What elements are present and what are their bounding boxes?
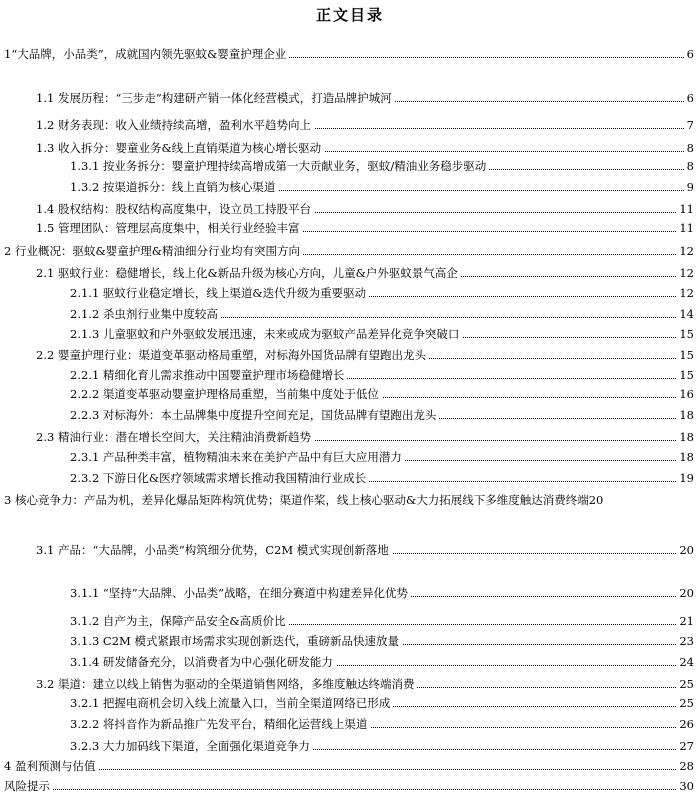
toc-entry-label: 2.2 婴童护理行业：渠道变革驱动格局重塑，对标海外国货品牌有望跑出龙头	[36, 346, 429, 364]
toc-page-number: 27	[676, 737, 694, 755]
toc-entry[interactable]	[0, 200, 700, 218]
toc-entry-label: 2.3.2 下游日化&医疗领域需求增长推动我国精油行业成长	[70, 469, 369, 487]
toc-entry-label: 1.3 收入拆分：婴童业务&线上直销渠道为核心增长驱动	[36, 139, 324, 157]
toc-entry[interactable]	[0, 694, 700, 712]
toc-page-number: 11	[676, 219, 694, 237]
toc-entry-label: 3.1.2 自产为主，保障产品安全&高质价比	[70, 612, 289, 630]
toc-page-number: 6	[684, 89, 694, 107]
toc-entry-label: 2.2.2 渠道变革驱动婴童护理格局重塑，当前集中度处于低位	[70, 385, 382, 403]
toc-page-number: 30	[676, 777, 694, 795]
toc-entry-label: 风险提示	[4, 777, 53, 795]
toc-entry[interactable]	[0, 346, 700, 364]
toc-entry-label: 1.3.2 按渠道拆分：线上直销为核心渠道	[70, 178, 278, 196]
toc-entry[interactable]	[0, 157, 700, 175]
toc-entry-label: 3.2 渠道：建立以线上销售为驱动的全渠道销售网络，多维度触达终端消费	[36, 675, 417, 693]
toc-entry-label: 1.5 管理团队：管理层高度集中，相关行业经验丰富	[36, 219, 302, 237]
toc-entry-label: 1.1 发展历程：“三步走”构建研产销一体化经营模式，打造品牌护城河	[36, 89, 395, 107]
toc-entry-label: 1.4 股权结构：股权结构高度集中，设立员工持股平台	[36, 200, 314, 218]
toc-entry[interactable]	[0, 264, 700, 282]
toc-entry[interactable]	[0, 757, 700, 775]
toc-page-number: 8	[684, 139, 694, 157]
toc-entry[interactable]	[0, 584, 700, 602]
dot-leader	[4, 789, 694, 790]
toc-page-number: 18	[676, 406, 694, 424]
toc-entry[interactable]	[0, 305, 700, 323]
toc-entry[interactable]	[0, 491, 700, 527]
toc-entry[interactable]	[0, 89, 700, 107]
toc-entry-label: 4 盈利预测与估值	[4, 757, 98, 775]
toc-entry-label: 2.3.1 产品种类丰富，植物精油未来在美护产品中有巨大应用潜力	[70, 448, 405, 466]
toc-entry[interactable]	[0, 448, 700, 466]
toc-entry-label: 3.1.3 C2M 模式紧跟市场需求实现创新迭代，重磅新品快速放量	[70, 632, 402, 650]
toc-entry[interactable]	[0, 632, 700, 650]
toc-entry-label: 2.3 精油行业：潜在增长空间大，关注精油消费新趋势	[36, 428, 314, 446]
toc-entry-label: 2 行业概况：驱蚊&婴童护理&精油细分行业均有突围方向	[4, 242, 303, 260]
toc-entry[interactable]	[0, 777, 700, 795]
toc-entry-label: 3.1 产品：“大品牌，小品类”构筑细分优势，C2M 模式实现创新落地	[36, 541, 392, 559]
toc-entry-label: 3 核心竞争力：产品为机，差异化爆品矩阵构筑优势；渠道作桨，线上核心驱动&大力拓展线下多维度触达消费终端20	[4, 493, 604, 507]
toc-entry-label: 2.2.3 对标海外：本土品牌集中度提升空间充足，国货品牌有望跑出龙头	[70, 406, 439, 424]
toc-entry-label: 3.1.4 研发储备充分，以消费者为中心强化研发能力	[70, 653, 336, 671]
toc-entry[interactable]	[0, 406, 700, 424]
toc-entry-label: 2.2.1 精细化育儿需求推动中国婴童护理市场稳健增长	[70, 366, 347, 384]
toc-page-number: 20	[676, 541, 694, 559]
toc-entry-label: 2.1.2 杀虫剂行业集中度较高	[70, 305, 221, 323]
toc-entry[interactable]	[0, 284, 700, 302]
toc-entry-label: 2.1 驱蚊行业：稳健增长，线上化&新品升级为核心方向，儿童&户外驱蚊景气高企	[36, 264, 461, 282]
toc-page-number: 18	[676, 448, 694, 466]
toc-entry-label: 3.2.3 大力加码线下渠道，全面强化渠道竞争力	[70, 737, 313, 755]
toc-page-number: 14	[676, 305, 694, 323]
dot-leader	[4, 769, 694, 770]
toc-page-number: 8	[684, 157, 694, 175]
toc-entry-label: 2.1.3 儿童驱蚊和户外驱蚊发展迅速，未来或成为驱蚊产品差异化竞争突破口	[70, 325, 462, 343]
toc-page-number: 9	[684, 178, 694, 196]
toc-entry-label: 2.1.1 驱蚊行业稳定增长，线上渠道&迭代升级为重要驱动	[70, 284, 369, 302]
toc-entry[interactable]	[0, 219, 700, 237]
toc-page-number: 26	[676, 715, 694, 733]
toc-entry[interactable]	[0, 45, 700, 63]
toc-page-number: 12	[676, 284, 694, 302]
toc-page-number: 18	[676, 428, 694, 446]
toc-entry[interactable]	[0, 366, 700, 384]
toc-entry[interactable]	[0, 541, 700, 559]
toc-entry[interactable]	[0, 715, 700, 733]
toc-page-number: 21	[676, 612, 694, 630]
toc-page-number: 12	[676, 242, 694, 260]
toc-page-number: 6	[684, 45, 694, 63]
toc-page-number: 19	[676, 469, 694, 487]
page-title: 正文目录	[315, 6, 384, 24]
toc-entry-label: 1.2 财务表现：收入业绩持续高增，盈利水平趋势向上	[36, 116, 314, 134]
toc-entry[interactable]	[0, 612, 700, 630]
toc-page-number: 15	[676, 346, 694, 364]
toc-page-number: 20	[676, 584, 694, 602]
toc-page-number: 16	[676, 385, 694, 403]
toc-entry-label: 1.3.1 按业务拆分：婴童护理持续高增成第一大贡献业务，驱蚊/精油业务稳步驱动	[70, 157, 489, 175]
toc-page-number: 7	[684, 116, 694, 134]
toc-entry[interactable]	[0, 325, 700, 343]
toc-entry[interactable]	[0, 428, 700, 446]
toc-page-number: 25	[676, 694, 694, 712]
toc-entry[interactable]	[0, 178, 700, 196]
toc-page-number: 15	[676, 325, 694, 343]
toc-entry[interactable]	[0, 737, 700, 755]
toc-page-number: 25	[676, 675, 694, 693]
toc-entry[interactable]	[0, 675, 700, 693]
toc-entry-label: 3.2.1 把握电商机会切入线上流量入口，当前全渠道网络已形成	[70, 694, 393, 712]
toc-page-number: 11	[676, 200, 694, 218]
toc-entry[interactable]	[0, 653, 700, 671]
toc-entry[interactable]	[0, 385, 700, 403]
toc-entry-label: 1“大品牌，小品类”，成就国内领先驱蚊&婴童护理企业	[4, 45, 289, 63]
toc-entry[interactable]	[0, 116, 700, 134]
toc-page-number: 15	[676, 366, 694, 384]
toc-entry[interactable]	[0, 242, 700, 260]
toc-page-number: 12	[676, 264, 694, 282]
toc-entry-label: 3.1.1 “坚持”大品牌、小品类”战略，在细分赛道中构建差异化优势	[70, 584, 411, 602]
toc-page-number: 28	[676, 757, 694, 775]
toc-entry[interactable]	[0, 139, 700, 157]
toc-page-number: 23	[676, 632, 694, 650]
toc-entry-label: 3.2.2 将抖音作为新品推广先发平台，精细化运营线上渠道	[70, 715, 370, 733]
toc-entry[interactable]	[0, 469, 700, 487]
toc-page-number: 24	[676, 653, 694, 671]
